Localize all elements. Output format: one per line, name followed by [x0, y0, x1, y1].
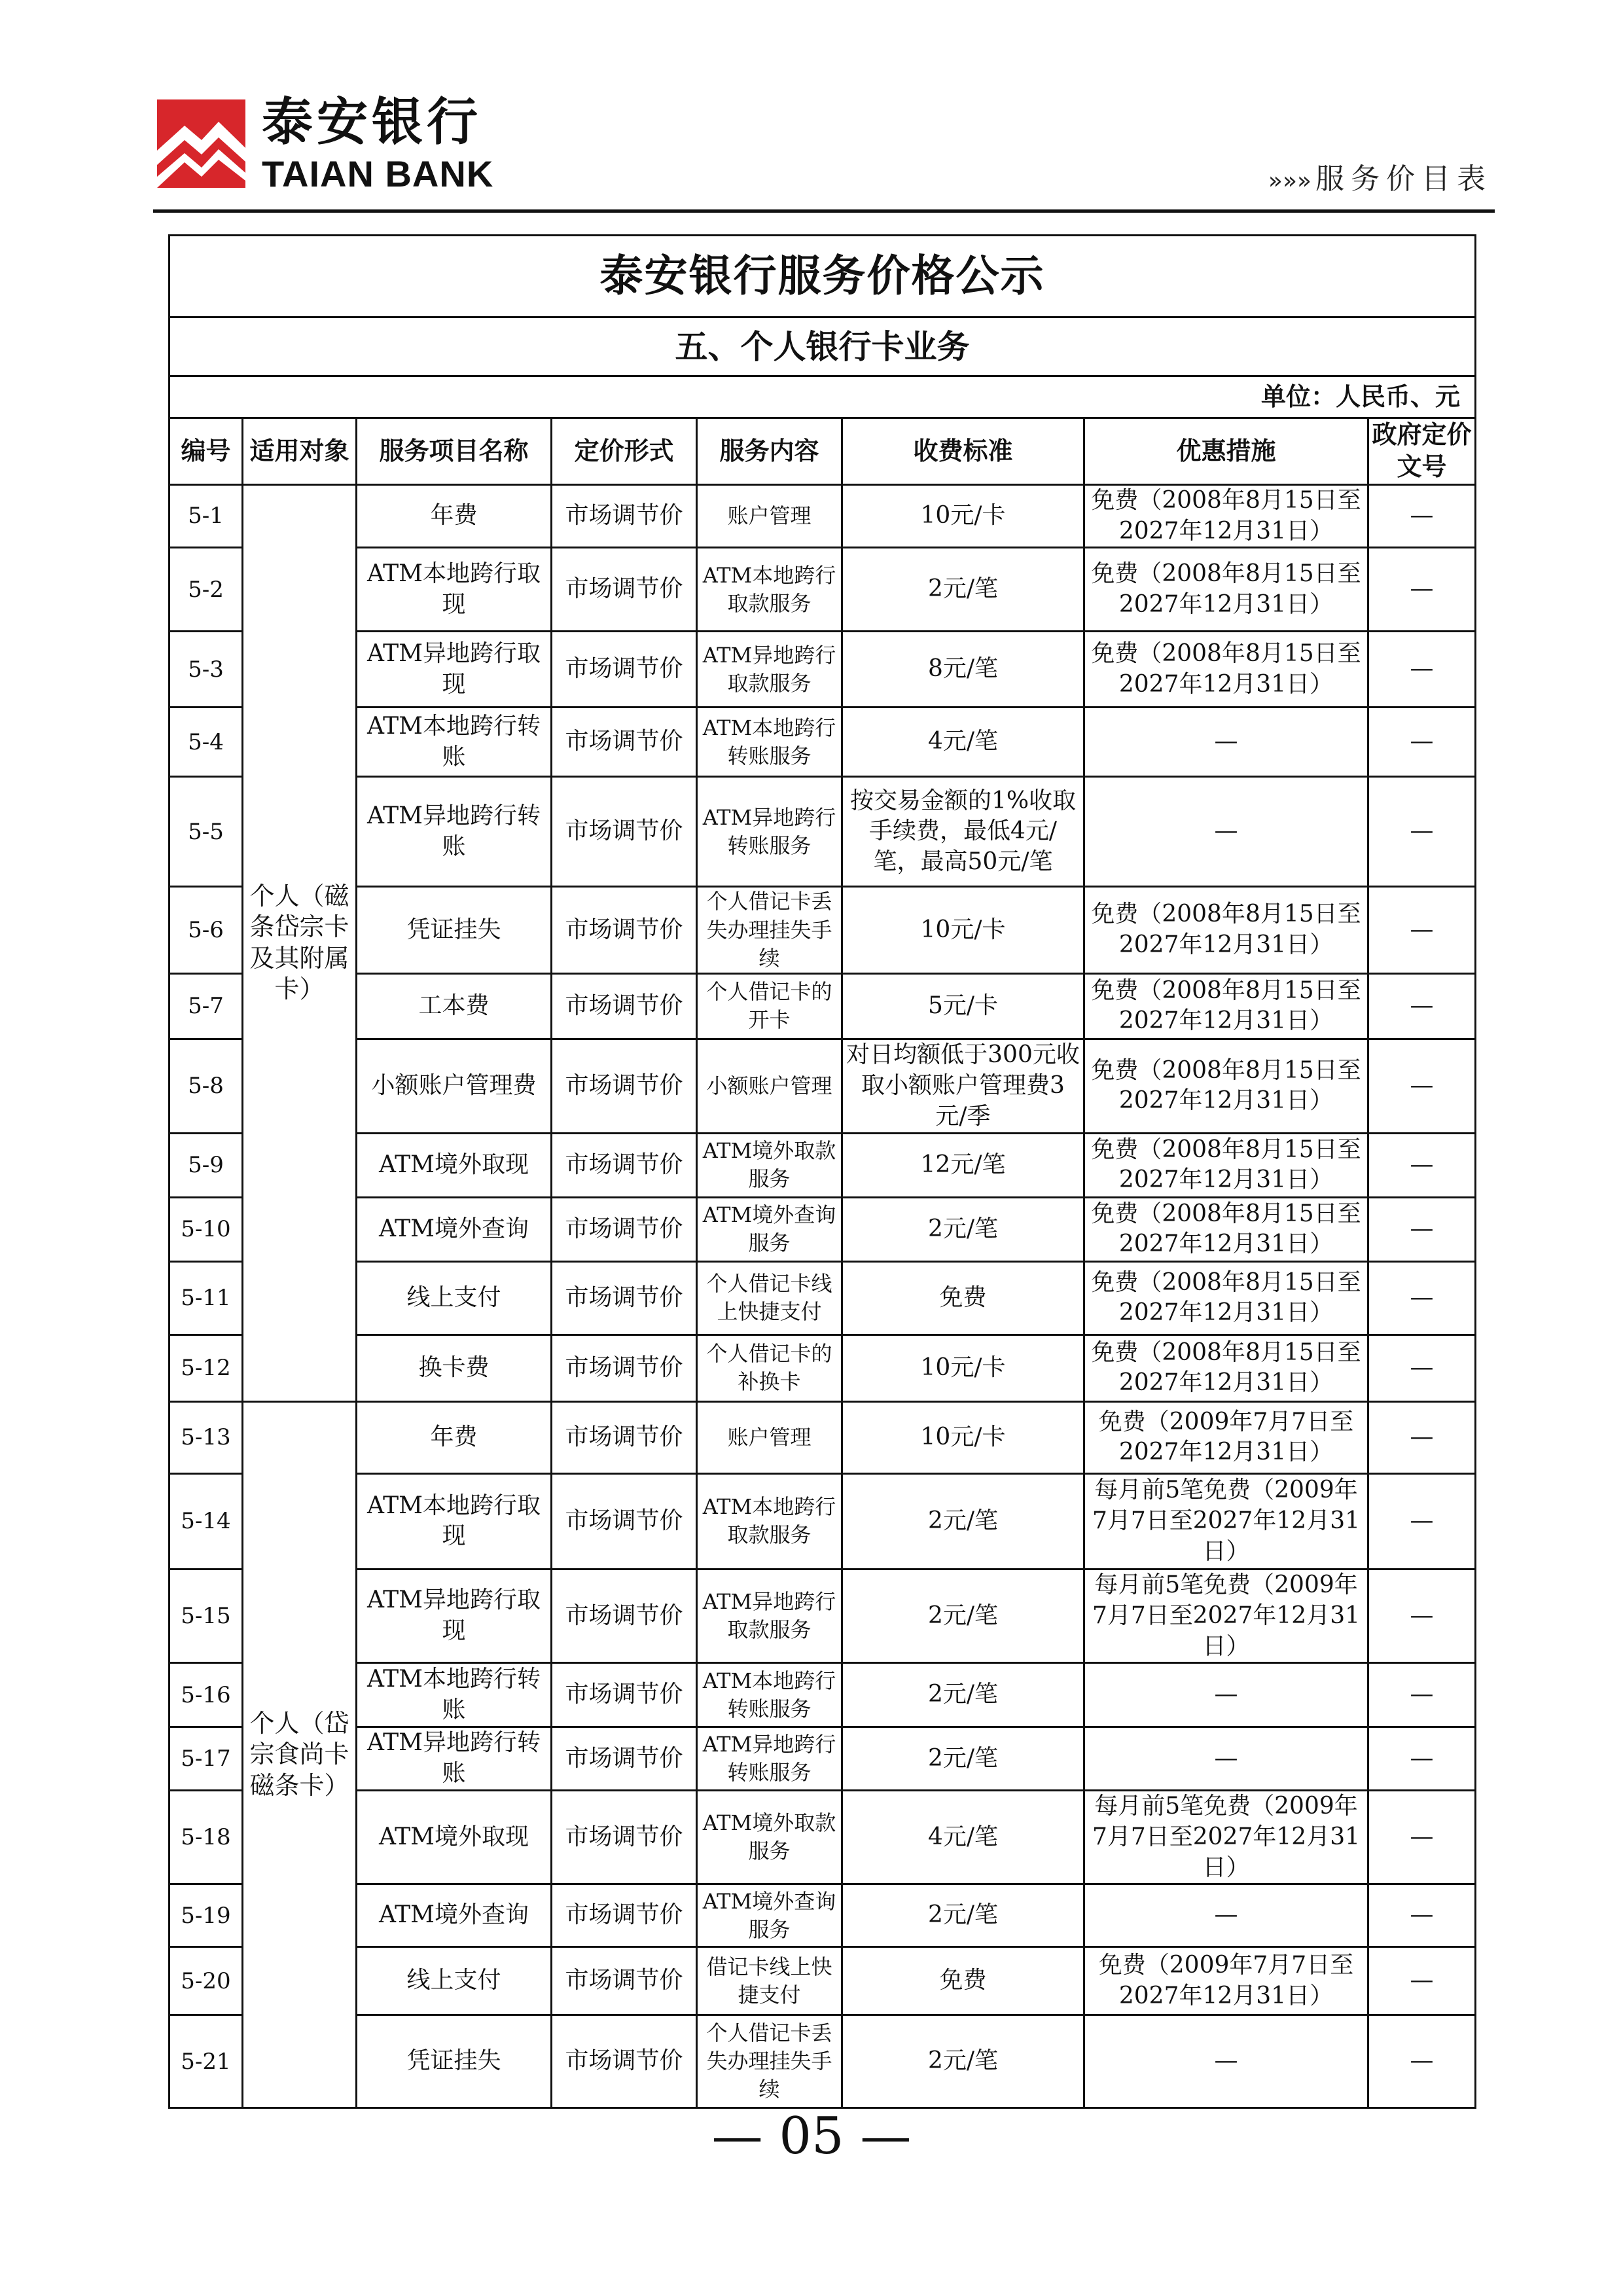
- pricing-type: 市场调节价: [552, 1947, 697, 2015]
- table-row: [169, 1947, 1476, 2015]
- pricing-type: 市场调节价: [552, 1663, 697, 1727]
- discount: 免费（2008年8月15日至2027年12月31日）: [1084, 1133, 1368, 1197]
- service-content: 个人借记卡丢失办理挂失手续: [697, 887, 842, 974]
- pricing-type: 市场调节价: [552, 887, 697, 974]
- title-row: [169, 236, 1476, 317]
- row-code: 5-15: [169, 1569, 243, 1662]
- discount: —: [1084, 777, 1368, 887]
- unit-row: [169, 376, 1476, 418]
- service-name: 小额账户管理费: [357, 1039, 552, 1133]
- discount: 免费（2008年8月15日至2027年12月31日）: [1084, 1197, 1368, 1261]
- gov-doc-no: —: [1368, 1947, 1476, 2015]
- pricing-type: 市场调节价: [552, 1133, 697, 1197]
- pricing-type: 市场调节价: [552, 2015, 697, 2108]
- gov-doc-no: —: [1368, 632, 1476, 708]
- fee-standard: 2元/笔: [842, 1663, 1084, 1727]
- table-row: [169, 1473, 1476, 1569]
- service-name: ATM境外查询: [357, 1884, 552, 1947]
- table-row: [169, 973, 1476, 1039]
- fee-standard: 2元/笔: [842, 1727, 1084, 1791]
- row-code: 5-16: [169, 1663, 243, 1727]
- pricing-type: 市场调节价: [552, 1335, 697, 1401]
- service-content: ATM异地跨行取款服务: [697, 632, 842, 708]
- discount: —: [1084, 1727, 1368, 1791]
- table-row: [169, 2015, 1476, 2108]
- target-group: 个人（岱宗食尚卡磁条卡）: [243, 1401, 357, 2108]
- header-section-title: 服务价目表: [1315, 162, 1492, 196]
- service-name: ATM本地跨行转账: [357, 1663, 552, 1727]
- table-row: [169, 1569, 1476, 1662]
- service-name: 换卡费: [357, 1335, 552, 1401]
- service-name: ATM境外取现: [357, 1133, 552, 1197]
- column-header: 收费标准: [842, 418, 1084, 485]
- table-row: [169, 1335, 1476, 1401]
- service-content: 个人借记卡的补换卡: [697, 1335, 842, 1401]
- service-content: 账户管理: [697, 1401, 842, 1473]
- table-row: [169, 1790, 1476, 1884]
- gov-doc-no: —: [1368, 1197, 1476, 1261]
- column-header: 定价形式: [552, 418, 697, 485]
- pricing-type: 市场调节价: [552, 1884, 697, 1947]
- service-name: 凭证挂失: [357, 887, 552, 974]
- fee-standard: 5元/卡: [842, 973, 1084, 1039]
- service-name: ATM异地跨行转账: [357, 777, 552, 887]
- price-table-container: [168, 234, 1474, 2102]
- row-code: 5-18: [169, 1790, 243, 1884]
- row-code: 5-21: [169, 2015, 243, 2108]
- discount: 免费（2009年7月7日至2027年12月31日）: [1084, 1947, 1368, 2015]
- gov-doc-no: —: [1368, 548, 1476, 632]
- fee-standard: 2元/笔: [842, 1197, 1084, 1261]
- service-name: ATM境外取现: [357, 1790, 552, 1884]
- table-header-row: [169, 418, 1476, 485]
- service-content: 个人借记卡的开卡: [697, 973, 842, 1039]
- table-row: [169, 1133, 1476, 1197]
- table-row: [169, 1039, 1476, 1133]
- service-content: 小额账户管理: [697, 1039, 842, 1133]
- table-row: [169, 1261, 1476, 1335]
- row-code: 5-4: [169, 708, 243, 777]
- gov-doc-no: —: [1368, 1473, 1476, 1569]
- row-code: 5-7: [169, 973, 243, 1039]
- pricing-type: 市场调节价: [552, 1401, 697, 1473]
- table-row: [169, 632, 1476, 708]
- table-row: [169, 887, 1476, 974]
- service-name: ATM异地跨行取现: [357, 632, 552, 708]
- gov-doc-no: —: [1368, 2015, 1476, 2108]
- fee-standard: 10元/卡: [842, 1401, 1084, 1473]
- fee-standard: 12元/笔: [842, 1133, 1084, 1197]
- service-name: 线上支付: [357, 1947, 552, 2015]
- service-name: 工本费: [357, 973, 552, 1039]
- row-code: 5-10: [169, 1197, 243, 1261]
- pricing-type: 市场调节价: [552, 777, 697, 887]
- gov-doc-no: —: [1368, 1261, 1476, 1335]
- fee-standard: 4元/笔: [842, 1790, 1084, 1884]
- pricing-type: 市场调节价: [552, 548, 697, 632]
- bank-logo-icon: [157, 99, 245, 188]
- discount: 每月前5笔免费（2009年7月7日至2027年12月31日）: [1084, 1569, 1368, 1662]
- row-code: 5-12: [169, 1335, 243, 1401]
- gov-doc-no: —: [1368, 708, 1476, 777]
- pricing-type: 市场调节价: [552, 1790, 697, 1884]
- row-code: 5-9: [169, 1133, 243, 1197]
- service-name: 年费: [357, 1401, 552, 1473]
- pricing-type: 市场调节价: [552, 632, 697, 708]
- service-content: 个人借记卡丢失办理挂失手续: [697, 2015, 842, 2108]
- fee-standard: 10元/卡: [842, 1335, 1084, 1401]
- pricing-type: 市场调节价: [552, 1473, 697, 1569]
- row-code: 5-14: [169, 1473, 243, 1569]
- table-row: [169, 1197, 1476, 1261]
- table-row: [169, 1401, 1476, 1473]
- fee-standard: 免费: [842, 1261, 1084, 1335]
- gov-doc-no: —: [1368, 1569, 1476, 1662]
- row-code: 5-8: [169, 1039, 243, 1133]
- fee-standard: 10元/卡: [842, 887, 1084, 974]
- target-group: 个人（磁条岱宗卡及其附属卡）: [243, 484, 357, 1401]
- row-code: 5-13: [169, 1401, 243, 1473]
- discount: 每月前5笔免费（2009年7月7日至2027年12月31日）: [1084, 1473, 1368, 1569]
- service-content: ATM本地跨行取款服务: [697, 1473, 842, 1569]
- service-content: ATM本地跨行转账服务: [697, 1663, 842, 1727]
- service-name: ATM本地跨行取现: [357, 1473, 552, 1569]
- gov-doc-no: —: [1368, 1663, 1476, 1727]
- table-row: [169, 548, 1476, 632]
- discount: —: [1084, 1884, 1368, 1947]
- row-code: 5-2: [169, 548, 243, 632]
- gov-doc-no: —: [1368, 1335, 1476, 1401]
- header-section-label: [1268, 162, 1492, 196]
- service-name: ATM异地跨行取现: [357, 1569, 552, 1662]
- service-content: 借记卡线上快捷支付: [697, 1947, 842, 2015]
- service-content: ATM异地跨行转账服务: [697, 1727, 842, 1791]
- column-header: 政府定价文号: [1368, 418, 1476, 485]
- row-code: 5-19: [169, 1884, 243, 1947]
- fee-standard: 对日均额低于300元收取小额账户管理费3元/季: [842, 1039, 1084, 1133]
- discount: 免费（2008年8月15日至2027年12月31日）: [1084, 632, 1368, 708]
- row-code: 5-17: [169, 1727, 243, 1791]
- discount: 免费（2008年8月15日至2027年12月31日）: [1084, 973, 1368, 1039]
- fee-standard: 2元/笔: [842, 1473, 1084, 1569]
- row-code: 5-6: [169, 887, 243, 974]
- column-header: 服务内容: [697, 418, 842, 485]
- pricing-type: 市场调节价: [552, 1261, 697, 1335]
- column-header: 服务项目名称: [357, 418, 552, 485]
- header-divider: [153, 209, 1495, 213]
- service-content: ATM境外查询服务: [697, 1197, 842, 1261]
- gov-doc-no: —: [1368, 1790, 1476, 1884]
- document-title: 泰安银行服务价格公示: [169, 236, 1476, 317]
- discount: 免费（2008年8月15日至2027年12月31日）: [1084, 1335, 1368, 1401]
- pricing-type: 市场调节价: [552, 708, 697, 777]
- section-row: [169, 317, 1476, 376]
- gov-doc-no: —: [1368, 1133, 1476, 1197]
- service-name: ATM本地跨行取现: [357, 548, 552, 632]
- row-code: 5-5: [169, 777, 243, 887]
- gov-doc-no: —: [1368, 1401, 1476, 1473]
- fee-standard: 2元/笔: [842, 2015, 1084, 2108]
- section-title: 五、个人银行卡业务: [169, 317, 1476, 376]
- currency-unit: 单位：人民币、元: [169, 376, 1476, 418]
- gov-doc-no: —: [1368, 1039, 1476, 1133]
- price-table: [168, 234, 1476, 2109]
- table-row: [169, 1663, 1476, 1727]
- table-row: [169, 777, 1476, 887]
- gov-doc-no: —: [1368, 1727, 1476, 1791]
- gov-doc-no: —: [1368, 887, 1476, 974]
- service-content: 个人借记卡线上快捷支付: [697, 1261, 842, 1335]
- gov-doc-no: —: [1368, 777, 1476, 887]
- pricing-type: 市场调节价: [552, 1039, 697, 1133]
- fee-standard: 8元/笔: [842, 632, 1084, 708]
- column-header: 适用对象: [243, 418, 357, 485]
- table-row: [169, 1884, 1476, 1947]
- service-content: ATM境外取款服务: [697, 1790, 842, 1884]
- service-name: ATM本地跨行转账: [357, 708, 552, 777]
- service-content: ATM本地跨行取款服务: [697, 548, 842, 632]
- gov-doc-no: —: [1368, 1884, 1476, 1947]
- pricing-type: 市场调节价: [552, 1727, 697, 1791]
- service-content: ATM境外查询服务: [697, 1884, 842, 1947]
- gov-doc-no: —: [1368, 484, 1476, 548]
- pricing-type: 市场调节价: [552, 484, 697, 548]
- page-number: — 05 —: [711, 2107, 912, 2166]
- row-code: 5-3: [169, 632, 243, 708]
- fee-standard: 2元/笔: [842, 1569, 1084, 1662]
- row-code: 5-11: [169, 1261, 243, 1335]
- service-content: ATM异地跨行转账服务: [697, 777, 842, 887]
- bank-name-en: TAIAN BANK: [262, 153, 494, 194]
- column-header: 编号: [169, 418, 243, 485]
- service-content: ATM异地跨行取款服务: [697, 1569, 842, 1662]
- row-code: 5-20: [169, 1947, 243, 2015]
- discount: 免费（2008年8月15日至2027年12月31日）: [1084, 484, 1368, 548]
- discount: 免费（2008年8月15日至2027年12月31日）: [1084, 548, 1368, 632]
- gov-doc-no: —: [1368, 973, 1476, 1039]
- discount: —: [1084, 708, 1368, 777]
- service-name: 年费: [357, 484, 552, 548]
- row-code: 5-1: [169, 484, 243, 548]
- table-row: [169, 1727, 1476, 1791]
- fee-standard: 2元/笔: [842, 1884, 1084, 1947]
- service-name: 线上支付: [357, 1261, 552, 1335]
- fee-standard: 免费: [842, 1947, 1084, 2015]
- discount: 免费（2008年8月15日至2027年12月31日）: [1084, 887, 1368, 974]
- pricing-type: 市场调节价: [552, 1197, 697, 1261]
- column-header: 优惠措施: [1084, 418, 1368, 485]
- discount: —: [1084, 2015, 1368, 2108]
- fee-standard: 4元/笔: [842, 708, 1084, 777]
- fee-standard: 10元/卡: [842, 484, 1084, 548]
- service-name: ATM境外查询: [357, 1197, 552, 1261]
- service-name: 凭证挂失: [357, 2015, 552, 2108]
- pricing-type: 市场调节价: [552, 1569, 697, 1662]
- service-content: 账户管理: [697, 484, 842, 548]
- discount: 免费（2008年8月15日至2027年12月31日）: [1084, 1261, 1368, 1335]
- discount: 每月前5笔免费（2009年7月7日至2027年12月31日）: [1084, 1790, 1368, 1884]
- discount: —: [1084, 1663, 1368, 1727]
- arrows-icon: »»»: [1268, 168, 1311, 194]
- fee-standard: 2元/笔: [842, 548, 1084, 632]
- service-name: ATM异地跨行转账: [357, 1727, 552, 1791]
- service-content: ATM境外取款服务: [697, 1133, 842, 1197]
- table-row: [169, 484, 1476, 548]
- pricing-type: 市场调节价: [552, 973, 697, 1039]
- table-row: [169, 708, 1476, 777]
- discount: 免费（2009年7月7日至2027年12月31日）: [1084, 1401, 1368, 1473]
- discount: 免费（2008年8月15日至2027年12月31日）: [1084, 1039, 1368, 1133]
- service-content: ATM本地跨行转账服务: [697, 708, 842, 777]
- bank-name-cn: 泰安银行: [262, 93, 482, 152]
- fee-standard: 按交易金额的1%收取手续费，最低4元/笔，最高50元/笔: [842, 777, 1084, 887]
